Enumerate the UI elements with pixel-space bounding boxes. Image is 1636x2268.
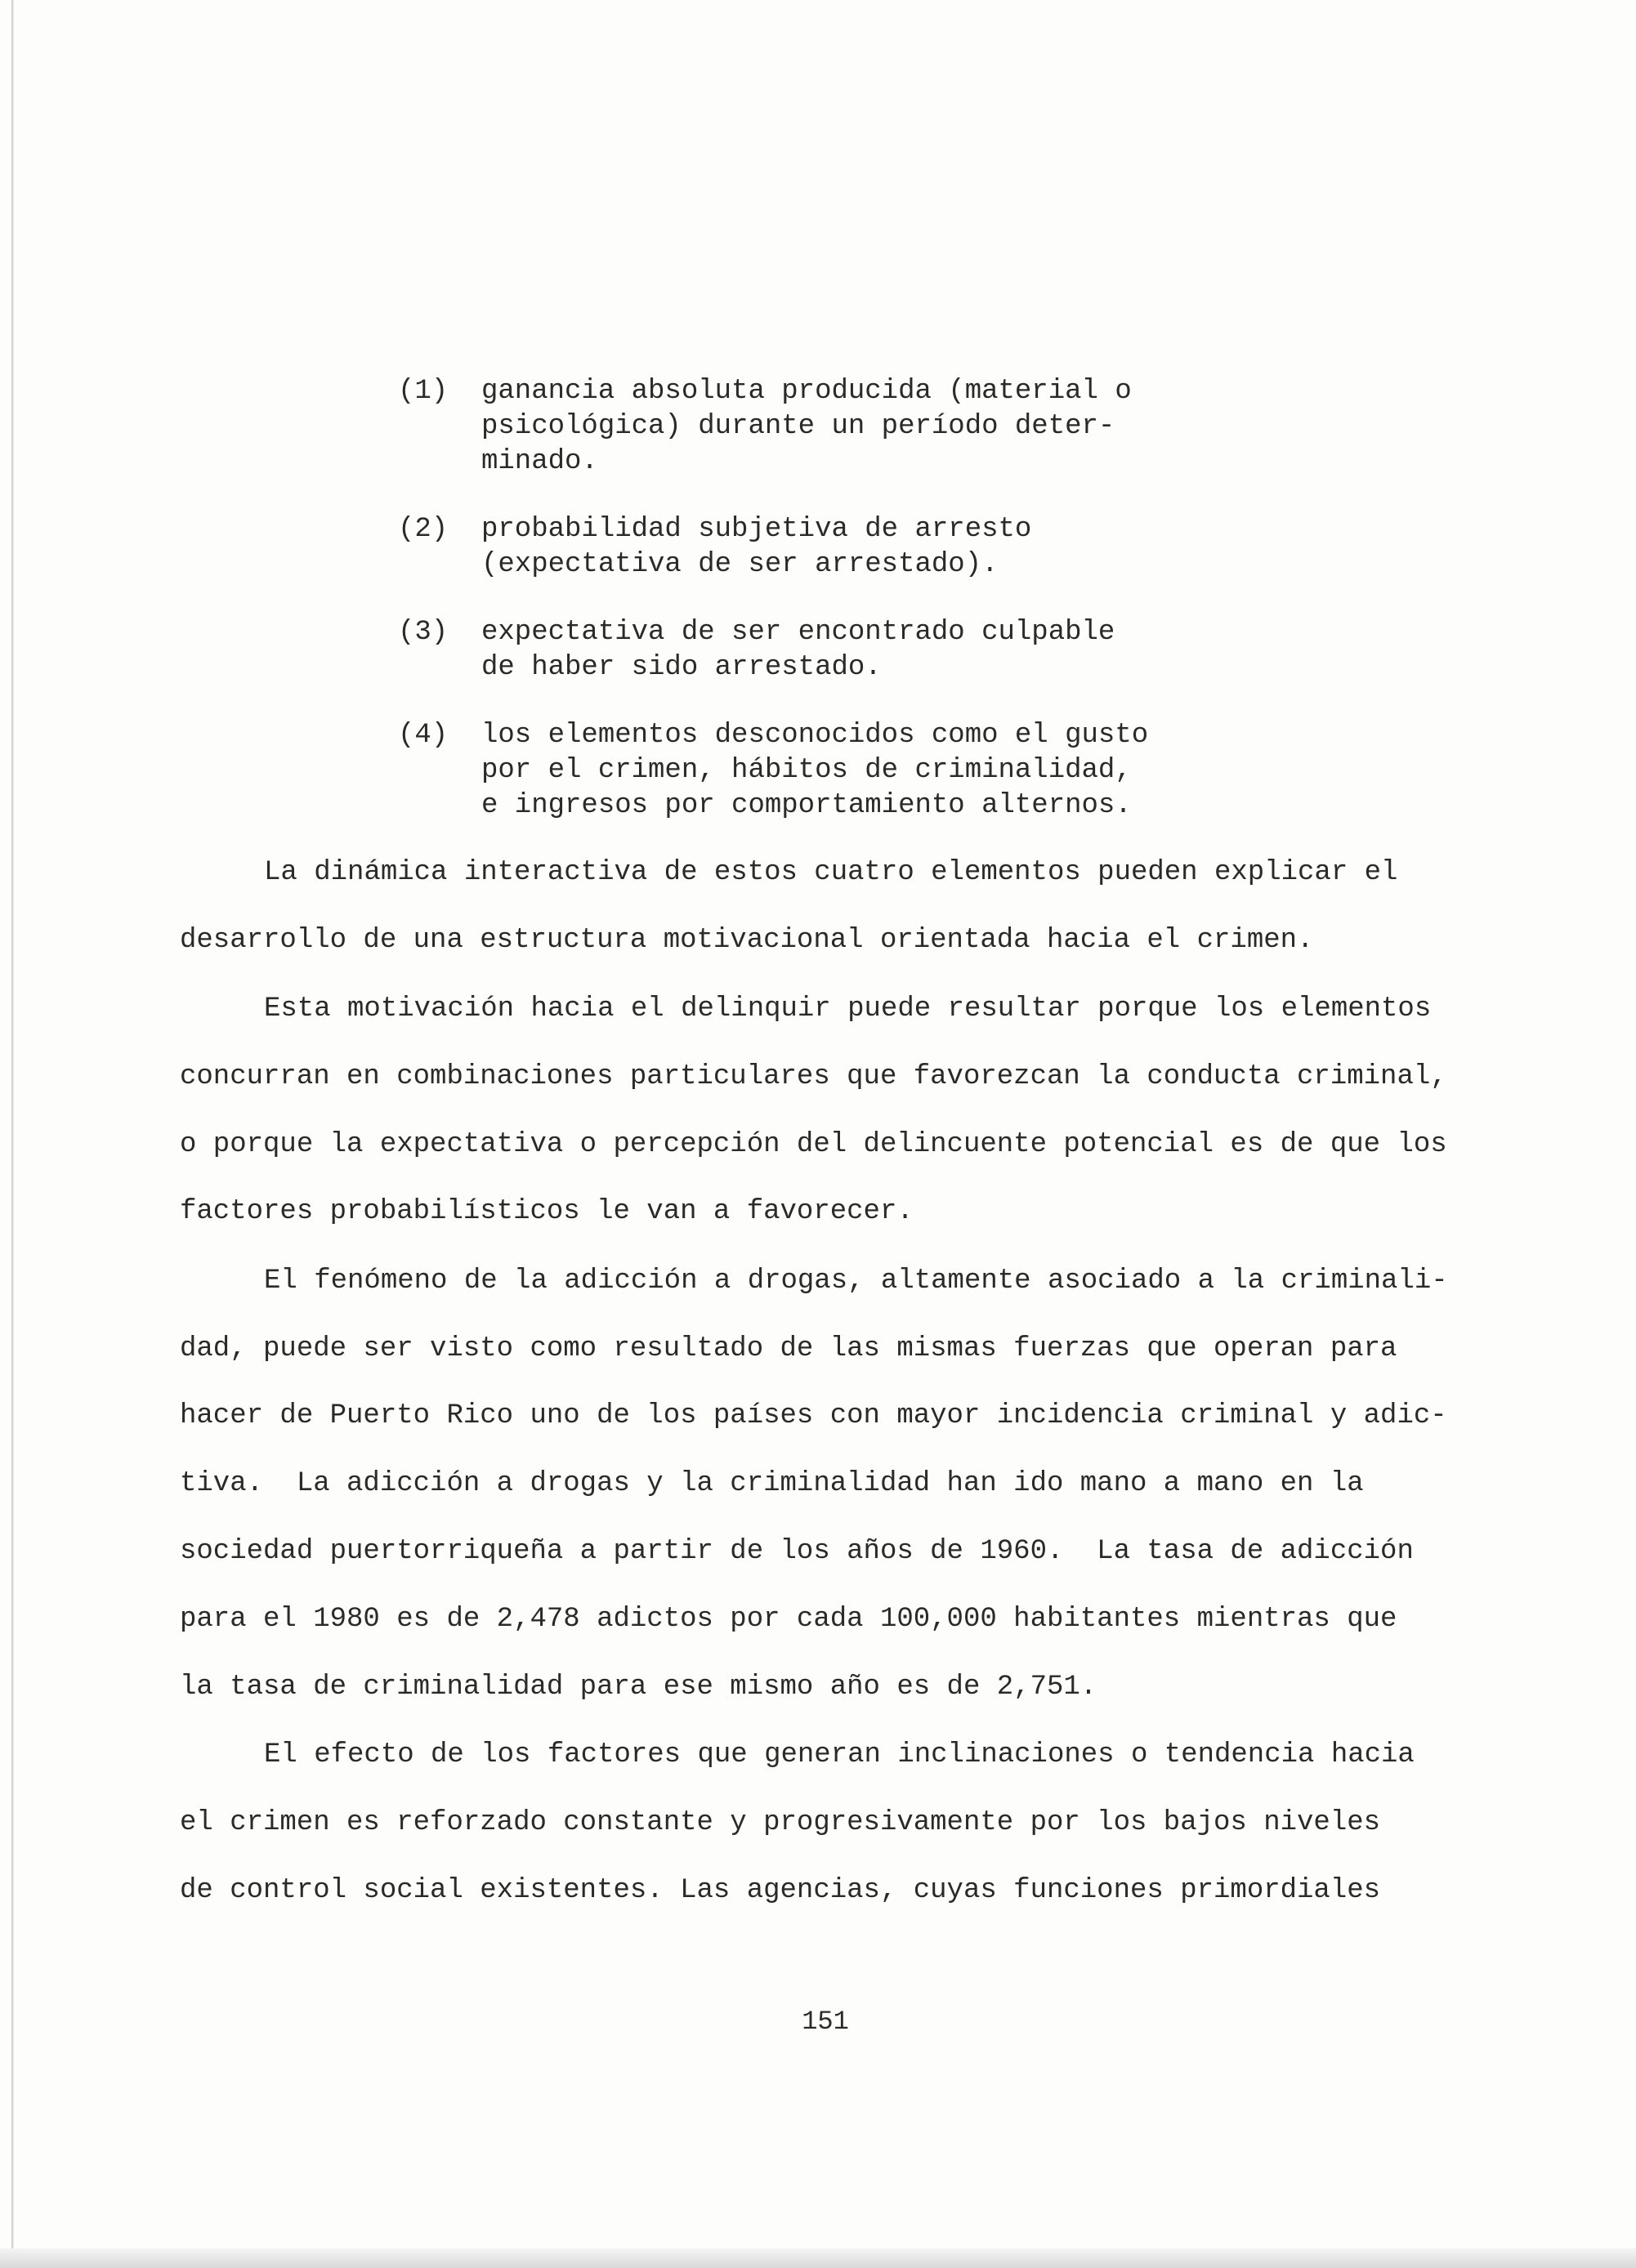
text-line: sociedad puertorriqueña a partir de los años de 1960. La tasa de adicción (180, 1536, 1414, 1567)
list-number: (3) (398, 617, 449, 648)
text-line: El efecto de los factores que generan inclinaciones o tendencia hacia (264, 1739, 1415, 1770)
text-line: para el 1980 es de 2,478 adictos por cada 100,000 habitantes mientras que (180, 1604, 1397, 1635)
text-line: tiva. La adicción a drogas y la criminalidad han ido mano a mano en la (180, 1468, 1364, 1499)
text-line: la tasa de criminalidad para ese mismo año es de 2,751. (180, 1672, 1097, 1703)
list-line: (expectativa de ser arrestado). (481, 549, 999, 580)
text-line: La dinámica interactiva de estos cuatro elementos pueden explicar el (264, 857, 1398, 888)
list-number: (1) (398, 376, 449, 407)
list-line: minado. (481, 446, 598, 477)
list-text (481, 615, 1115, 685)
page-number: 151 (802, 2007, 849, 2037)
text-line: desarrollo de una estructura motivacional orientada hacia el crimen. (180, 925, 1314, 956)
list-line: por el crimen, hábitos de criminalidad, (481, 755, 1132, 786)
list-text (481, 512, 1031, 583)
list-number: (2) (398, 514, 449, 545)
list-line: los elementos desconocidos como el gusto (481, 720, 1149, 751)
text-line: Esta motivación hacia el delinquir puede resultar porque los elementos (264, 993, 1432, 1025)
list-text (481, 374, 1132, 480)
text-line: factores probabilísticos le van a favorecer. (180, 1196, 914, 1227)
list-line: psicológica) durante un período deter- (481, 411, 1115, 442)
list-number: (4) (398, 720, 449, 751)
list-line: e ingresos por comportamiento alternos. (481, 790, 1132, 821)
list-line: expectativa de ser encontrado culpable (481, 617, 1115, 648)
text-line: o porque la expectativa o percepción del delincuente potencial es de que los (180, 1129, 1447, 1160)
text-line: dad, puede ser visto como resultado de las mismas fuerzas que operan para (180, 1333, 1397, 1364)
list-text (481, 718, 1148, 824)
text-line: el crimen es reforzado constante y progresivamente por los bajos niveles (180, 1807, 1381, 1838)
text-line: de control social existentes. Las agencias, cuyas funciones primordiales (180, 1875, 1381, 1906)
scan-left-edge (11, 0, 14, 2268)
numbered-list (398, 374, 1297, 856)
text-line: hacer de Puerto Rico uno de los países con mayor incidencia criminal y adic- (180, 1400, 1447, 1431)
list-item (398, 512, 1297, 583)
text-line: El fenómeno de la adicción a drogas, altamente asociado a la criminali- (264, 1266, 1448, 1297)
scan-bottom-edge (0, 2248, 1636, 2268)
list-item (398, 718, 1297, 824)
list-item (398, 615, 1297, 685)
list-item (398, 374, 1297, 480)
list-line: probabilidad subjetiva de arresto (481, 514, 1032, 545)
list-line: ganancia absoluta producida (material o (481, 376, 1132, 407)
list-line: de haber sido arrestado. (481, 652, 882, 683)
text-line: concurran en combinaciones particulares que favorezcan la conducta criminal, (180, 1061, 1447, 1092)
